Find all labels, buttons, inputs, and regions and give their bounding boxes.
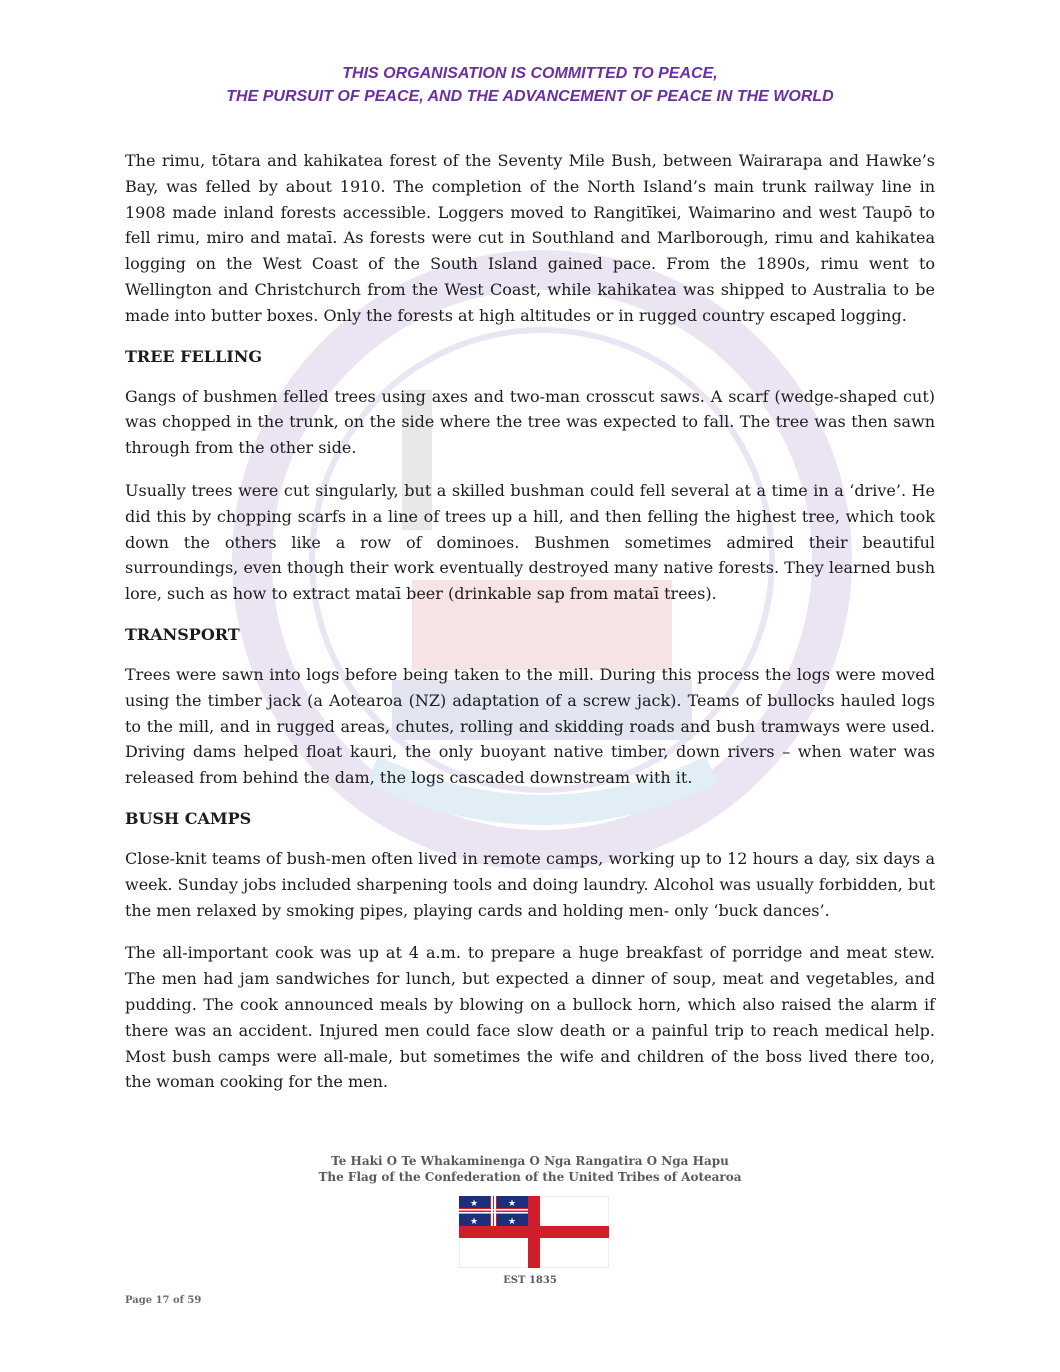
article-body <box>125 148 935 1112</box>
header-line-2: THE PURSUIT OF PEACE, AND THE ADVANCEMENT OF PEACE IN THE WORLD <box>226 88 834 105</box>
svg-text:★: ★ <box>507 1217 517 1227</box>
footer-line-2: The Flag of the Confederation of the United Tribes of Aotearoa <box>318 1170 742 1184</box>
transport-paragraph-1: Trees were sawn into logs before being taken to the mill. During this process the logs were moved using the timber jack (a Aotearoa (NZ) adaptation of a screw jack). Teams of bullocks hauled logs to the mill, and in rugged areas, chutes, rolling and skidding roads and bush tramways were used. Driving dams helped float kauri, the only buoyant native timber, down rivers – when water was released from behind the dam, the logs cascaded downstream with it. <box>125 664 935 788</box>
header-line-1: THIS ORGANISATION IS COMMITTED TO PEACE, <box>342 65 718 82</box>
svg-text:★: ★ <box>469 1217 479 1227</box>
intro-paragraph: The rimu, tōtara and kahikatea forest of the Seventy Mile Bush, between Wairarapa and Hawke’s Bay, was felled by about 1910. The completion of the North Island’s main trunk railway line in 1908 made inland forests accessible. Loggers moved to Rangitīkei, Waimarino and west Taupō to fell rimu, miro and mataī. As forests were cut in Southland and Marlborough, rimu and kahikatea logging on the West Coast of the South Island gained pace. From the 1890s, rimu went to Wellington and Christchurch from the West Coast, while kahikatea was shipped to Australia to be made into butter boxes. Only the forests at high altitudes or in rugged country escaped logging. <box>125 151 935 325</box>
felling-paragraph-1: Gangs of bushmen felled trees using axes and two-man crosscut saws. A scarf (wedge-shaped cut) was chopped in the trunk, on the side where the tree was expected to fall. The tree was then sawn through from the other side. <box>125 386 935 458</box>
section-heading-bush-camps: BUSH CAMPS <box>125 808 252 828</box>
established-label: EST 1835 <box>503 1275 557 1286</box>
felling-paragraph-2: Usually trees were cut singularly, but a skilled bushman could fell several at a time in a ‘drive’. He did this by chopping scarfs in a line of trees up a hill, and then felling the highest tree, which took down the others like a row of dominoes. Bushmen sometimes admired their beautiful surroundings, even though their work eventually destroyed many native forests. They learned bush lore, such as how to extract mataī beer (drinkable sap from mataī trees). <box>125 480 935 604</box>
footer-line-1: Te Haki O Te Whakaminenga O Nga Rangatira O Nga Hapu <box>331 1154 729 1168</box>
camps-paragraph-1: Close-knit teams of bush-men often lived in remote camps, working up to 12 hours a day, six days a week. Sunday jobs included sharpening tools and doing laundry. Alcohol was usually forbidden, but the men relaxed by smoking pipes, playing cards and holding men- only ‘buck dances’. <box>125 848 935 920</box>
svg-text:★: ★ <box>507 1199 517 1209</box>
svg-text:★: ★ <box>469 1199 479 1209</box>
section-heading-tree-felling: TREE FELLING <box>125 346 262 366</box>
section-heading-transport: TRANSPORT <box>125 624 240 644</box>
page-number: Page 17 of 59 <box>125 1295 202 1306</box>
united-tribes-flag-icon <box>459 1196 609 1268</box>
page-header <box>0 62 1060 108</box>
camps-paragraph-2: The all-important cook was up at 4 a.m. to prepare a huge breakfast of porridge and meat stew. The men had jam sandwiches for lunch, but expected a dinner of soup, meat and vegetables, and pudding. The cook announced meals by blowing on a bullock horn, which also raised the alarm if there was an accident. Injured men could face slow death or a painful trip to reach medical help. Most bush camps were all-male, but sometimes the wife and children of the boss lived there too, the woman cooking for the men. <box>125 943 935 1092</box>
